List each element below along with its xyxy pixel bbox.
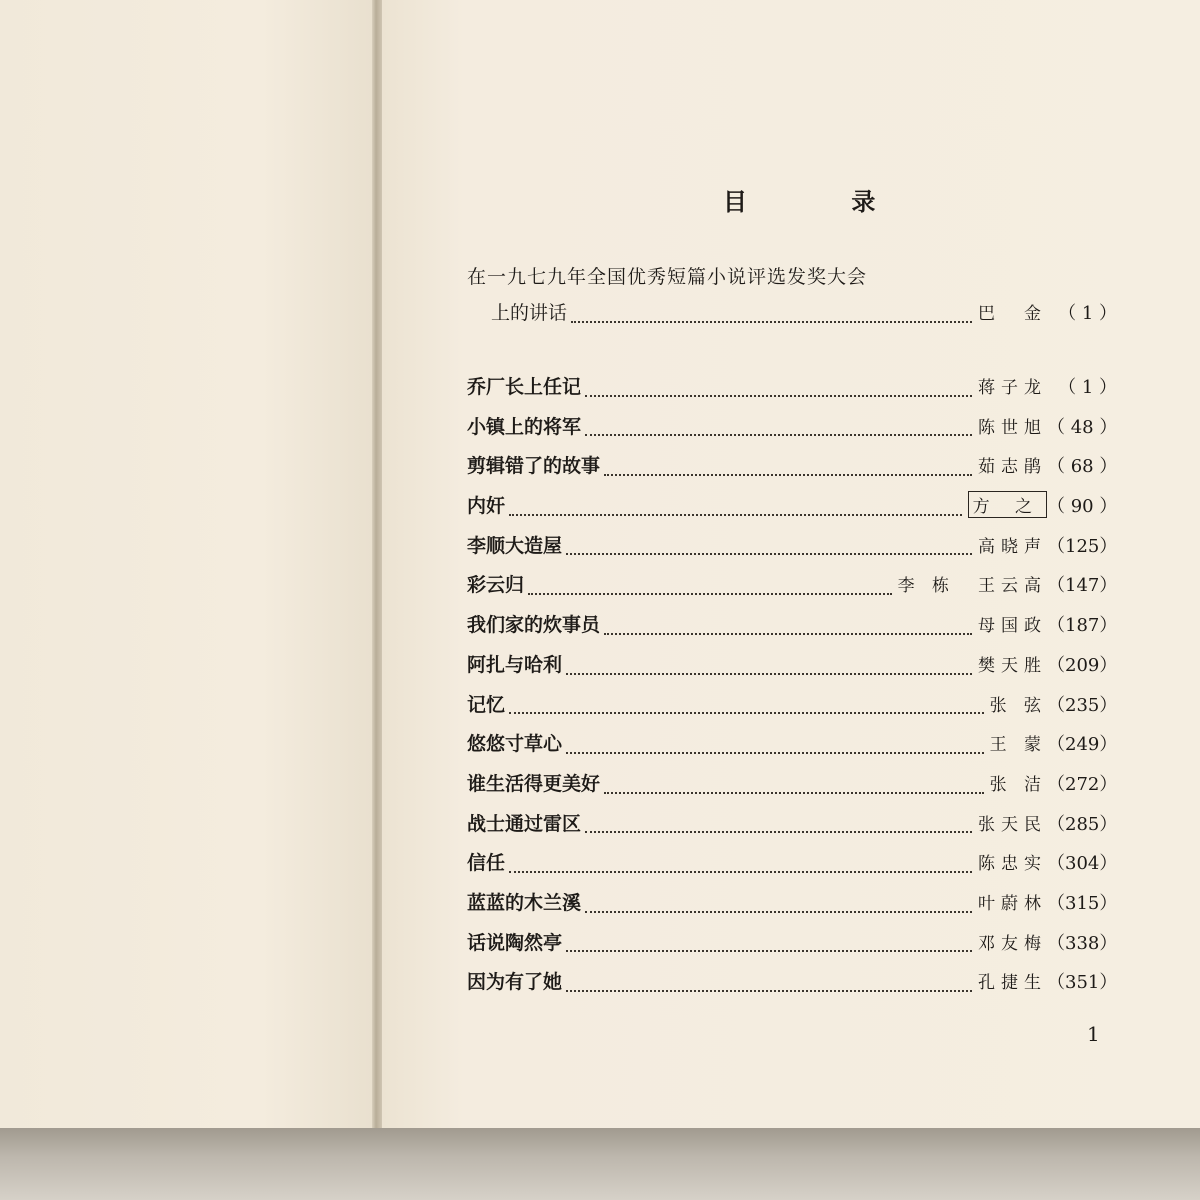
entry-title: 小镇上的将军: [467, 415, 582, 438]
entry-author: 高晓声: [978, 536, 1047, 557]
toc-entry: [467, 650, 1117, 689]
entry-page: （249）: [1047, 734, 1118, 756]
dot-leader: [509, 513, 962, 516]
dot-leader: [509, 711, 984, 714]
entry-title: 记忆: [467, 693, 506, 716]
toc-entry: [467, 690, 1117, 729]
entry-title: 信任: [467, 852, 506, 875]
table-surface: [0, 1128, 1200, 1200]
entry-author: 张 洁: [989, 774, 1047, 795]
dot-leader: [585, 433, 972, 436]
entry-title: 蓝蓝的木兰溪: [467, 891, 582, 914]
entry-title: 我们家的炊事员: [467, 614, 601, 637]
entry-author: 樊天胜: [978, 655, 1047, 676]
entry-page: （ 1 ）: [1058, 377, 1117, 398]
toc-entry: [467, 372, 1117, 411]
toc-entries: [467, 372, 1117, 1006]
entry-author: 邓友梅: [978, 933, 1047, 954]
preface-page: （ 1 ）: [1058, 303, 1117, 324]
dot-leader: [604, 473, 972, 476]
entry-page: （ 90 ）: [1047, 496, 1118, 518]
entry-title: 彩云归: [467, 574, 525, 597]
dot-leader: [585, 394, 972, 397]
entry-author: 张 弦: [989, 695, 1047, 716]
entry-page: （285）: [1047, 813, 1118, 835]
entry-page: （338）: [1047, 932, 1118, 954]
entry-author: 方 之: [968, 491, 1047, 518]
toc-entry: [467, 848, 1117, 887]
page-number: 1: [1087, 1022, 1100, 1046]
dot-leader: [571, 320, 972, 323]
entry-title: 悠悠寸草心: [467, 733, 563, 756]
entry-page: （125）: [1047, 535, 1118, 557]
dot-leader: [585, 910, 972, 913]
entry-author: 蒋子龙: [978, 378, 1047, 398]
entry-page: （147）: [1047, 575, 1118, 597]
entry-title: 话说陶然亭: [467, 931, 563, 954]
entry-author: 孔捷生: [978, 973, 1047, 994]
toc-entry: [467, 888, 1117, 927]
entry-title: 内奸: [467, 495, 506, 518]
entry-title: 阿扎与哈利: [467, 653, 563, 676]
left-page: [0, 0, 372, 1128]
entry-page: （315）: [1047, 892, 1118, 914]
toc-entry: [467, 967, 1117, 1006]
dot-leader: [566, 672, 972, 675]
dot-leader: [566, 989, 972, 992]
dot-leader: [566, 751, 984, 754]
toc-entry: [467, 769, 1117, 808]
dot-leader: [604, 632, 972, 635]
toc-entry: [467, 729, 1117, 768]
entry-author: 茹志鹃: [978, 457, 1047, 478]
entry-author: 王 蒙: [989, 735, 1047, 756]
entry-page: （304）: [1047, 853, 1118, 875]
entry-title: 谁生活得更美好: [467, 772, 601, 795]
dot-leader: [566, 949, 972, 952]
entry-author: 陈忠实: [978, 854, 1047, 875]
book-gutter: [372, 0, 382, 1128]
preface-title-line1: 在一九七九年全国优秀短篇小说评选发奖大会: [467, 266, 868, 288]
toc-entry: [467, 531, 1117, 570]
toc-entry: [467, 928, 1117, 967]
dot-leader: [585, 830, 972, 833]
entry-author: 陈世旭: [978, 417, 1047, 438]
entry-title: 剪辑错了的故事: [467, 455, 601, 478]
toc-entry: [467, 809, 1117, 848]
entry-page: （ 48 ）: [1047, 416, 1118, 438]
entry-page: （235）: [1047, 694, 1118, 716]
toc-entry: [467, 610, 1117, 649]
dot-leader: [509, 870, 972, 873]
entry-page: （187）: [1047, 615, 1118, 637]
entry-author: 张天民: [978, 814, 1047, 835]
entry-page: （ 68 ）: [1047, 456, 1118, 478]
preface-title-cont: 上的讲话: [491, 302, 568, 324]
toc-entry: [467, 570, 1117, 609]
preface-author: 巴 金: [978, 304, 1047, 324]
toc-entry: [467, 412, 1117, 451]
entry-page: （272）: [1047, 773, 1118, 795]
entry-author: 叶蔚林: [978, 893, 1047, 914]
dot-leader: [528, 592, 892, 595]
entry-title: 战士通过雷区: [467, 812, 582, 835]
entry-title: 乔厂长上任记: [467, 376, 582, 398]
preface-title-line2: [467, 298, 1117, 337]
entry-page: （209）: [1047, 654, 1118, 676]
toc-title: 目 录: [723, 188, 924, 216]
dot-leader: [566, 552, 972, 555]
entry-title: 李顺大造屋: [467, 534, 563, 557]
entry-page: （351）: [1047, 972, 1118, 994]
toc-preface: [467, 262, 1117, 337]
entry-author: 母国政: [978, 616, 1047, 637]
entry-title: 因为有了她: [467, 971, 563, 994]
toc-entry: [467, 491, 1117, 530]
entry-author: 李 栋 王云高: [897, 576, 1047, 597]
toc-entry: [467, 451, 1117, 490]
dot-leader: [604, 791, 984, 794]
